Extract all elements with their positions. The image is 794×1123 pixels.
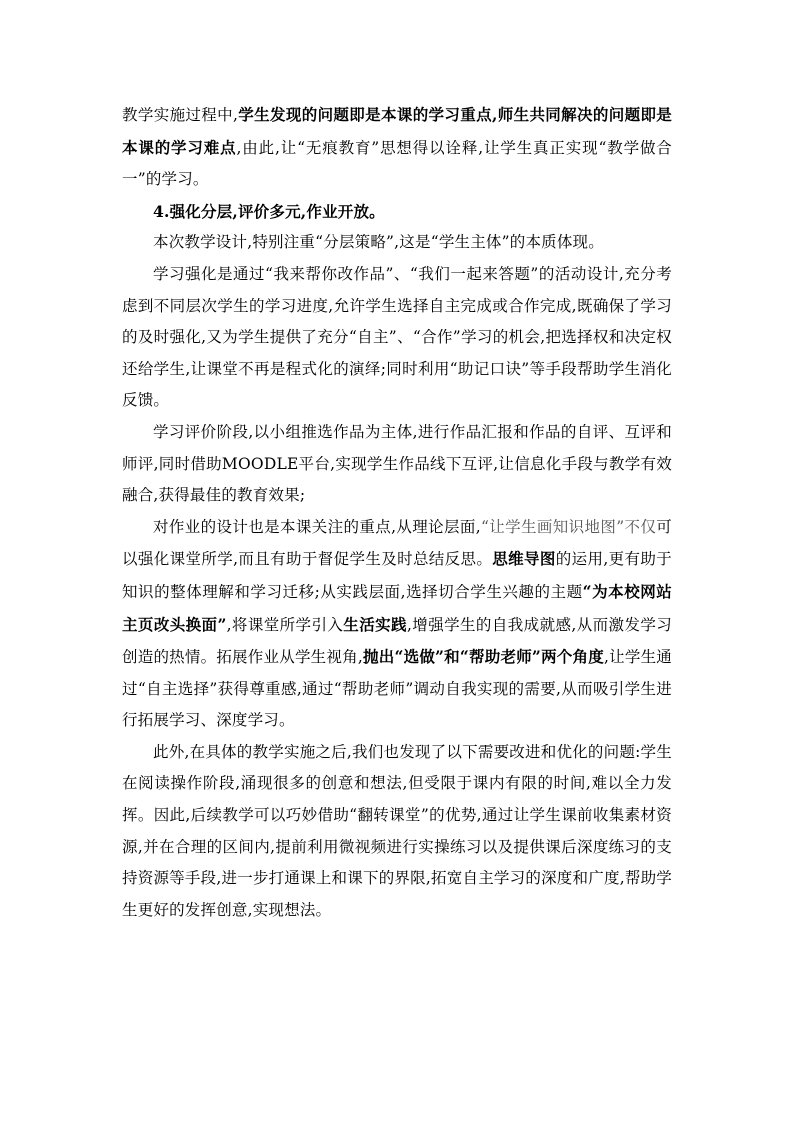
text-run: ,让学生通过“自主选择”获得尊重感,通过“帮助老师”调动自我实现的需要,从而吸引学生进行拓展学习、深度学习。 (122, 648, 672, 730)
paragraph-teaching-process (122, 99, 672, 196)
bold-run: “为本校网站主页改头换面” (122, 581, 672, 634)
text-run: 可以强化课堂所学,而且有助于督促学生及时总结反思。 (122, 517, 672, 569)
text-run: ,由此,让“无痕教育”思想得以诠释,让学生真正实现“教学做合一”的学习。 (122, 138, 672, 189)
text-run: 的运用,更有助于知识的整体理解和学习迁移;从实践层面,选择切合学生兴趣的主题 (122, 550, 672, 601)
bold-run: 抛出“选做”和“帮助老师”两个角度 (362, 647, 604, 667)
paragraph-layered-strategy: 本次教学设计,特别注重“分层策略”,这是“学生主体”的本质体现。 (153, 233, 604, 252)
bold-run: 思维导图 (492, 549, 556, 569)
text-run: ,增强学生的自我成就感,从而激发学习创造的热情。拓展作业从学生视角, (122, 615, 672, 667)
bold-run: 生活实践 (343, 614, 407, 634)
gray-text-run: “让学生画知识地图”不仅 (480, 517, 657, 536)
text-run: 教学实施过程中, (122, 106, 239, 124)
paragraph-learning-reinforcement: 学习强化是通过“我来帮你改作品”、“我们一起来答题”的活动设计,充分考虑到不同层次学生的学习进度,允许学生选择自主完成或合作完成,既确保了学习的及时强化,又为学生提供了充分“自主”、“合作”学习的机会,把选择权和决定权还给学生,让课堂不再是程式化的演绎;同时利用“助记口诀”等手段帮助学生消化反馈。 (122, 264, 672, 410)
text-run: 对作业的设计也是本课关注的重点,从理论层面, (153, 517, 481, 536)
bold-run: 学生发现的问题即是本课的学习重点,师生共同解决的问题即是本课的学习难点 (122, 105, 672, 157)
paragraph-homework-design (122, 512, 672, 737)
text-run: ,将课堂所学引入 (226, 615, 344, 634)
paragraph-learning-evaluation: 学习评价阶段,以小组推选作品为主体,进行作品汇报和作品的自评、互评和师评,同时借助MOODLE平台,实现学生作品线下互评,让信息化手段与教学有效融合,获得最佳的教育效果; (122, 422, 672, 505)
paragraph-improvements: 此外,在具体的教学实施之后,我们也发现了以下需要改进和优化的问题:学生在阅读操作阶段,涌现很多的创意和想法,但受限于课内有限的时间,难以全力发挥。因此,后续教学可以巧妙借助“翻转课堂”的优势,通过让学生课前收集素材资源,并在合理的区间内,提前利用微视频进行实操练习以及提供课后深度练习的支持资源等手段,进一步打通课上和课下的界限,拓宽自主学习的深度和广度,帮助学生更好的发挥创意,实现想法。 (122, 742, 672, 919)
section-heading-4: 4.强化分层,评价多元,作业开放。 (153, 201, 385, 221)
